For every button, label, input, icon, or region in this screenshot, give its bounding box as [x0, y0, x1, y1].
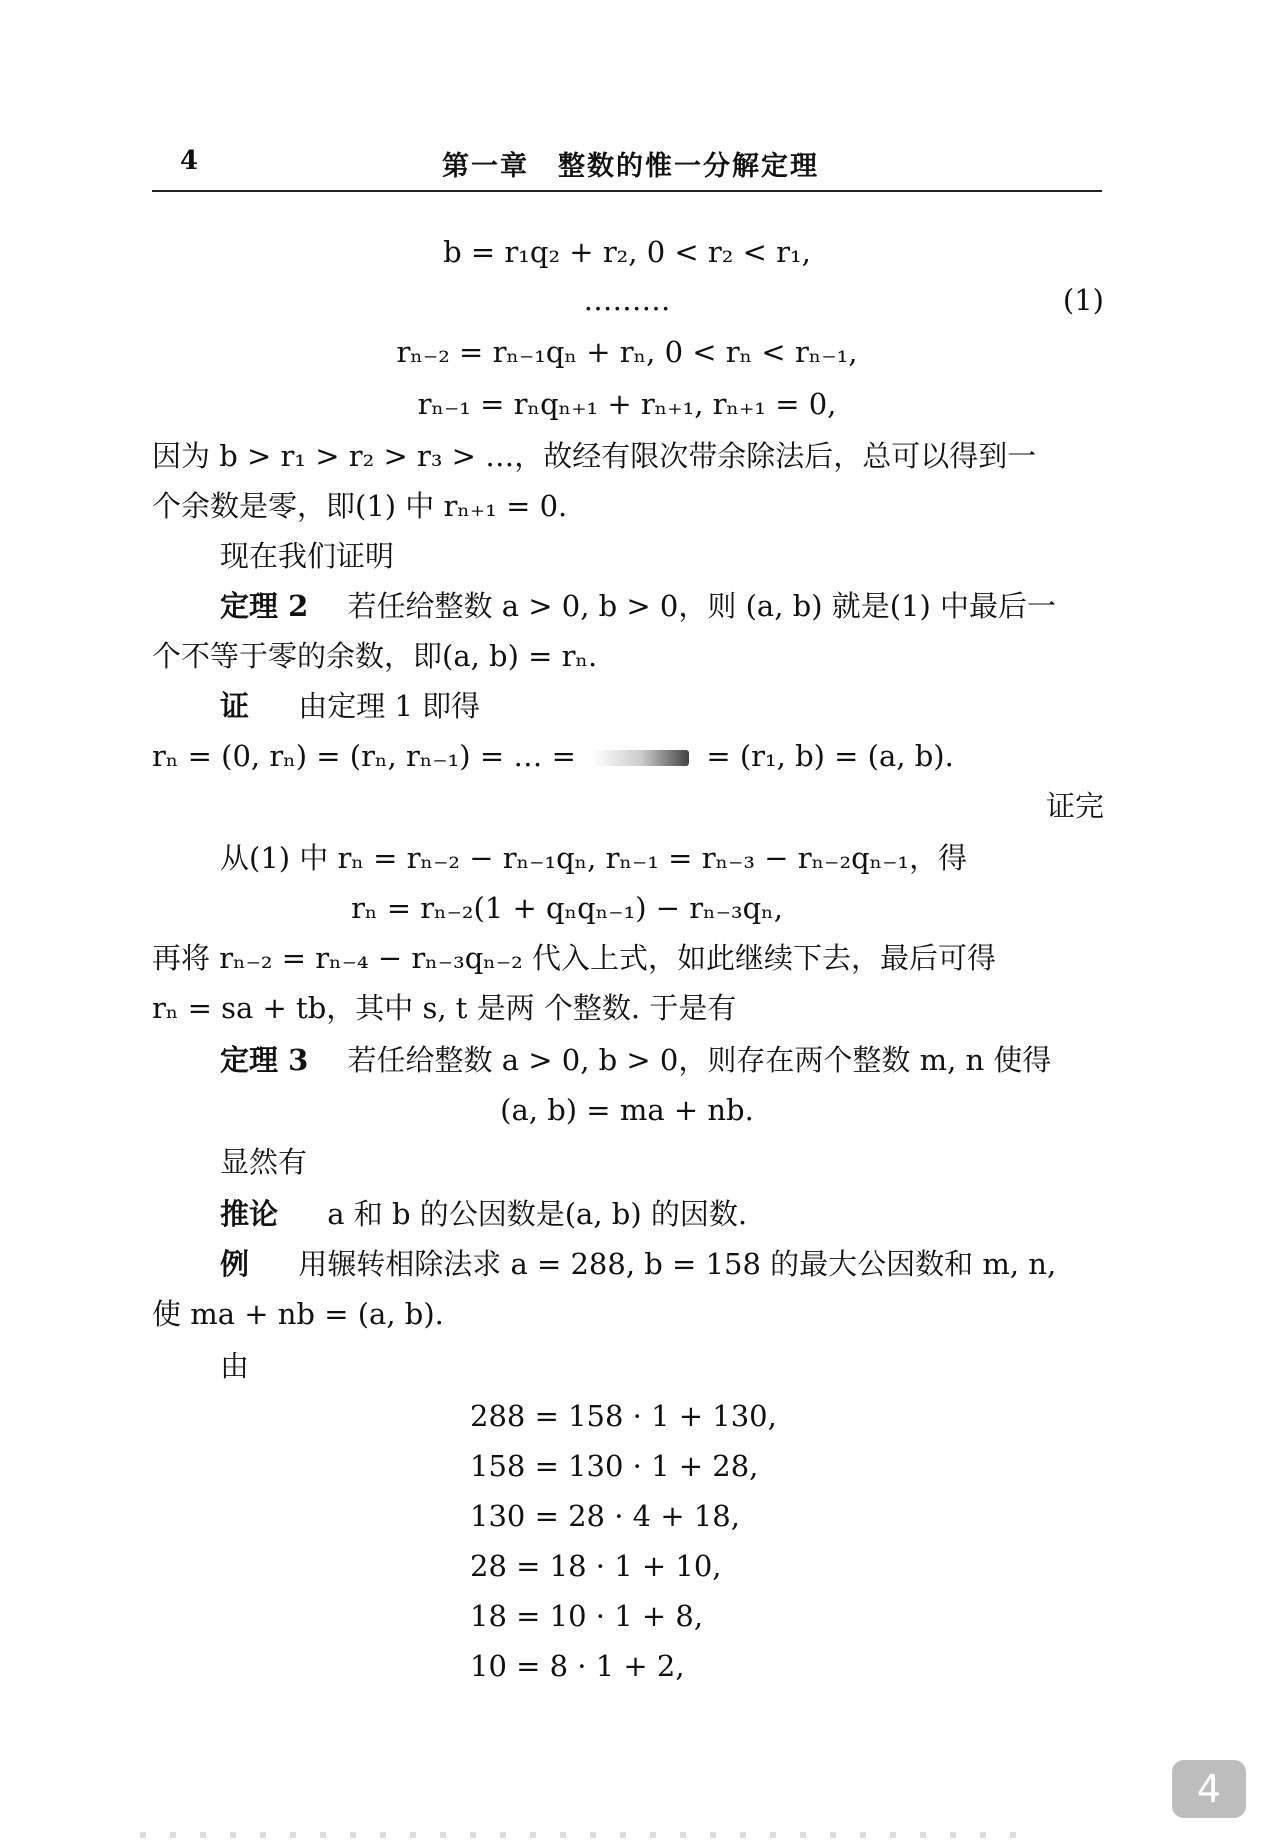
intro-line: 现在我们证明	[220, 539, 395, 573]
proof-end: 证完	[1045, 789, 1104, 823]
proof-equation	[152, 736, 954, 776]
theorem-2-label: 定理 2	[220, 589, 309, 623]
example-line-2: 使 ma + nb = (a, b).	[152, 1297, 444, 1331]
example-label: 例	[220, 1247, 250, 1281]
calculation-row-5: 18 = 10 · 1 + 8,	[470, 1599, 704, 1633]
by-line: 由	[220, 1349, 250, 1383]
proof-label: 证	[220, 689, 250, 723]
proof-text: 由定理 1 即得	[298, 689, 481, 723]
theorem-2-line-2: 个不等于零的余数，即(a, b) = rₙ.	[152, 639, 598, 673]
theorem-3-equation: (a, b) = ma + nb.	[500, 1093, 754, 1127]
calculation-row-4: 28 = 18 · 1 + 10,	[470, 1549, 722, 1583]
paragraph-2-line-2: 再将 rₙ₋₂ = rₙ₋₄ − rₙ₋₃qₙ₋₂ 代入上式，如此继续下去，最后可得	[152, 941, 996, 975]
equation-2: rₙ₋₂ = rₙ₋₁qₙ + rₙ, 0 < rₙ < rₙ₋₁,	[396, 335, 858, 369]
obvious-line: 显然有	[220, 1145, 308, 1179]
proof-equation-left: rₙ = (0, rₙ) = (rₙ, rₙ₋₁) = … =	[152, 739, 576, 773]
equation-3: rₙ₋₁ = rₙqₙ₊₁ + rₙ₊₁, rₙ₊₁ = 0,	[417, 387, 837, 421]
calculation-row-2: 158 = 130 · 1 + 28,	[470, 1449, 759, 1483]
scan-artifact	[140, 1832, 1040, 1838]
page-indicator-badge[interactable]: 4	[1172, 1760, 1246, 1818]
paragraph-2-line-1: 从(1) 中 rₙ = rₙ₋₂ − rₙ₋₁qₙ, rₙ₋₁ = rₙ₋₃ − rₙ₋₂qₙ₋₁，得	[220, 841, 968, 875]
paragraph-2-line-3: rₙ = sa + tb，其中 s, t 是两 个整数. 于是有	[152, 991, 737, 1025]
corollary-text: a 和 b 的公因数是(a, b) 的因数.	[327, 1197, 748, 1231]
calculation-row-6: 10 = 8 · 1 + 2,	[470, 1649, 685, 1683]
equation-dots: ………	[583, 283, 671, 317]
page-number: 4	[180, 146, 199, 176]
page-header	[152, 140, 1102, 192]
theorem-2-line-1	[220, 586, 1056, 626]
example-line-1	[220, 1244, 1056, 1284]
theorem-3-line	[220, 1040, 1051, 1080]
calculation-row-3: 130 = 28 · 4 + 18,	[470, 1499, 740, 1533]
paragraph-1-line-2: 个余数是零，即(1) 中 rₙ₊₁ = 0.	[152, 489, 568, 523]
chapter-title: 第一章 整数的惟一分解定理	[442, 151, 819, 182]
paragraph-2-equation: rₙ = rₙ₋₂(1 + qₙqₙ₋₁) − rₙ₋₃qₙ,	[351, 891, 783, 925]
theorem-2-text: 若任给整数 a > 0, b > 0，则 (a, b) 就是(1) 中最后一	[347, 589, 1057, 623]
equation-1: b = r₁q₂ + r₂, 0 < r₂ < r₁,	[443, 235, 811, 269]
redacted-term	[593, 750, 689, 766]
calculation-row-1: 288 = 158 · 1 + 130,	[470, 1399, 777, 1433]
proof-line	[220, 686, 480, 726]
equation-label: (1)	[1062, 283, 1104, 317]
corollary-label: 推论	[220, 1197, 279, 1231]
example-text: 用辗转相除法求 a = 288, b = 158 的最大公因数和 m, n,	[298, 1247, 1057, 1281]
proof-equation-right: = (r₁, b) = (a, b).	[706, 739, 954, 773]
theorem-3-text: 若任给整数 a > 0, b > 0，则存在两个整数 m, n 使得	[347, 1043, 1052, 1077]
theorem-3-label: 定理 3	[220, 1043, 309, 1077]
paragraph-1-line-1: 因为 b > r₁ > r₂ > r₃ > …，故经有限次带余除法后，总可以得到一	[152, 439, 1037, 473]
corollary-line	[220, 1194, 747, 1234]
